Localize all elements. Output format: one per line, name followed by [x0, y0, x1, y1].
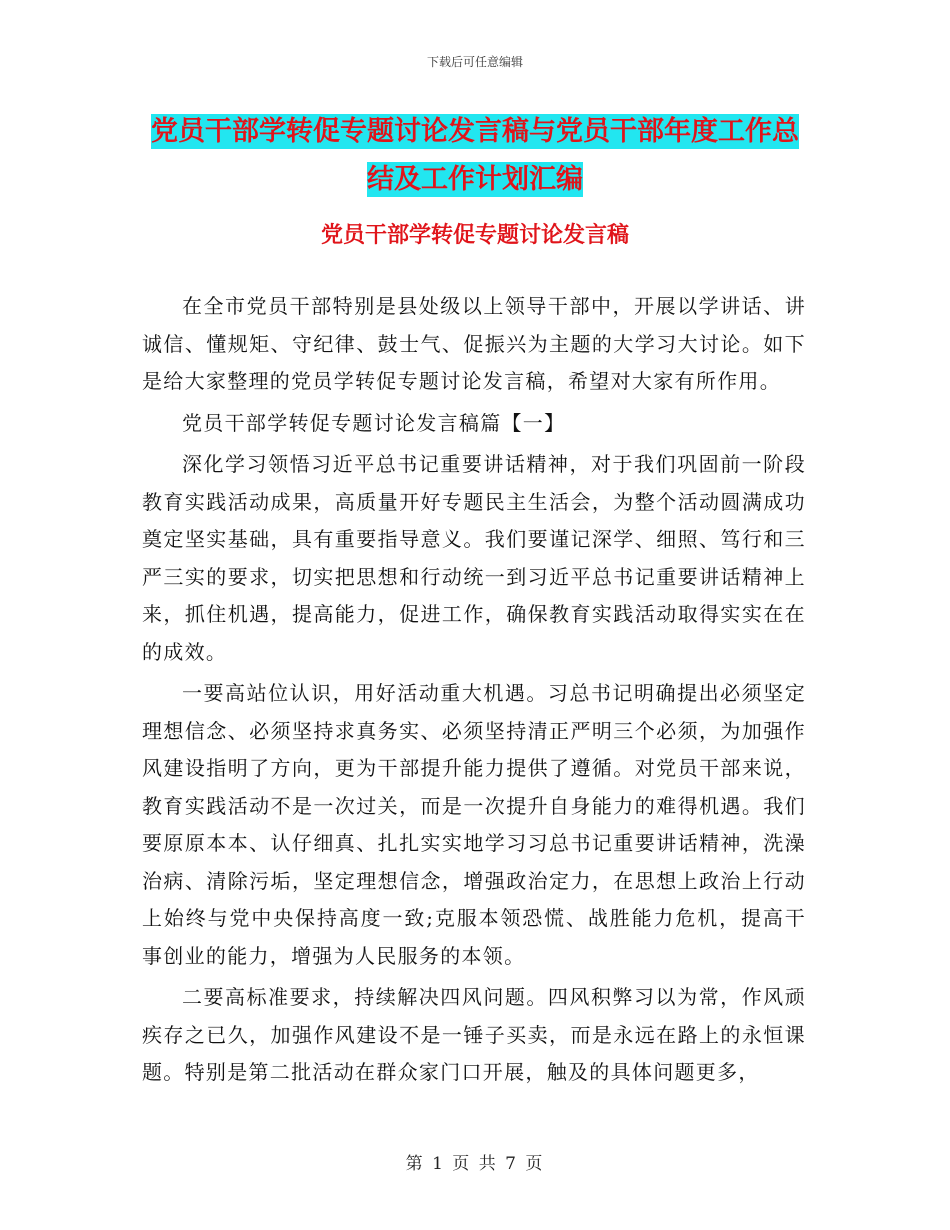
page-header-note: 下载后可任意编辑	[426, 55, 523, 69]
document-title	[140, 108, 810, 204]
paragraph: 二要高标准要求，持续解决四风问题。四风积弊习以为常，作风顽疾存之已久，加强作风建设不是一锤子买卖，而是永远在路上的永恒课题。特别是第二批活动在群众家门口开展，触及的具体问题更多，	[142, 985, 806, 1084]
page-number-footer: 第 1 页 共 7 页	[405, 1154, 545, 1174]
paragraph-intro: 在全市党员干部特别是县处级以上领导干部中，开展以学讲话、讲诚信、懂规矩、守纪律、鼓士气、促振兴为主题的大学习大讨论。如下是给大家整理的党员学转促专题讨论发言稿，希望对大家有所作用。	[142, 294, 806, 393]
document-body	[142, 288, 806, 1096]
document-title-text: 党员干部学转促专题讨论发言稿与党员干部年度工作总结及工作计划汇编	[151, 116, 799, 195]
section-title: 党员干部学转促专题讨论发言稿	[320, 223, 629, 248]
paragraph-subheading: 党员干部学转促专题讨论发言稿篇【一】	[182, 410, 566, 435]
paragraph: 一要高站位认识，用好活动重大机遇。习总书记明确提出必须坚定理想信念、必须坚持求真务实、必须坚持清正严明三个必须，为加强作风建设指明了方向，更为干部提升能力提供了遵循。对党员干部来说，教育实践活动不是一次过关，而是一次提升自身能力的难得机遇。我们要原原本本、认仔细真、扎扎实实地学习习总书记重要讲话精神，洗澡治病、清除污垢，坚定理想信念，增强政治定力，在思想上政治上行动上始终与党中央保持高度一致;克服本领恐慌、战胜能力危机，提高干事创业的能力，增强为人民服务的本领。	[142, 681, 806, 968]
paragraph: 深化学习领悟习近平总书记重要讲话精神，对于我们巩固前一阶段教育实践活动成果，高质量开好专题民主生活会，为整个活动圆满成功奠定坚实基础，具有重要指导意义。我们要谨记深学、细照、笃行和三严三实的要求，切实把思想和行动统一到习近平总书记重要讲话精神上来，抓住机遇，提高能力，促进工作，确保教育实践活动取得实实在在的成效。	[142, 452, 806, 664]
